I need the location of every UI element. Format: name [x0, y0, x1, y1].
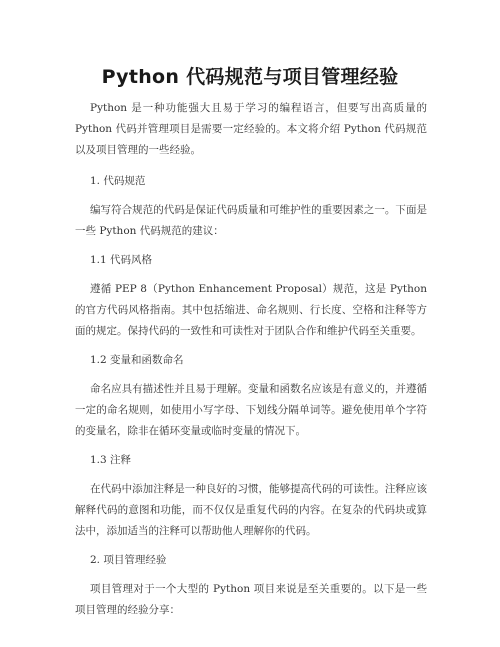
section-paragraph-naming: 命名应具有描述性并且易于理解。变量和函数名应该是有意义的，并遵循一定的命名规则，如使用小写字母、下划线分隔单词等。避免使用单个字符的变量名，除非在循环变量或临时变量的情况下。 — [75, 383, 427, 437]
document-body — [75, 98, 427, 621]
section-paragraph-project-management: 项目管理对于一个大型的 Python 项目来说是至关重要的。以下是一些项目管理的经验分享： — [75, 583, 427, 616]
section-heading-code-style: 1.1 代码风格 — [90, 254, 153, 266]
section-paragraph-code-standards: 编写符合规范的代码是保证代码质量和可维护性的重要因素之一。下面是一些 Python 代码规范的建议： — [75, 204, 427, 237]
page-title: Python 代码规范与项目管理经验 — [101, 66, 399, 88]
section-paragraph-comments: 在代码中添加注释是一种良好的习惯，能够提高代码的可读性。注释应该解释代码的意图和功能，而不仅仅是重复代码的内容。在复杂的代码块或算法中，添加适当的注释可以帮助他人理解你的代码。 — [75, 483, 427, 537]
section-heading-project-management: 2. 项目管理经验 — [90, 554, 167, 566]
intro-paragraph: Python 是一种功能强大且易于学习的编程语言，但要写出高质量的 Python 代码并管理项目是需要一定经验的。本文将介绍 Python 代码规范以及项目管理的一些经验。 — [75, 102, 427, 156]
section-heading-comments: 1.3 注释 — [90, 454, 132, 466]
section-paragraph-code-style: 遵循 PEP 8（Python Enhancement Proposal）规范，这是 Python 的官方代码风格指南。其中包括缩进、命名规则、行长度、空格和注释等方面的规定。保持代码的一致性和可读性对于团队合作和维护代码至关重要。 — [75, 283, 427, 337]
section-heading-code-standards: 1. 代码规范 — [90, 175, 146, 187]
section-heading-naming: 1.2 变量和函数命名 — [90, 354, 184, 366]
